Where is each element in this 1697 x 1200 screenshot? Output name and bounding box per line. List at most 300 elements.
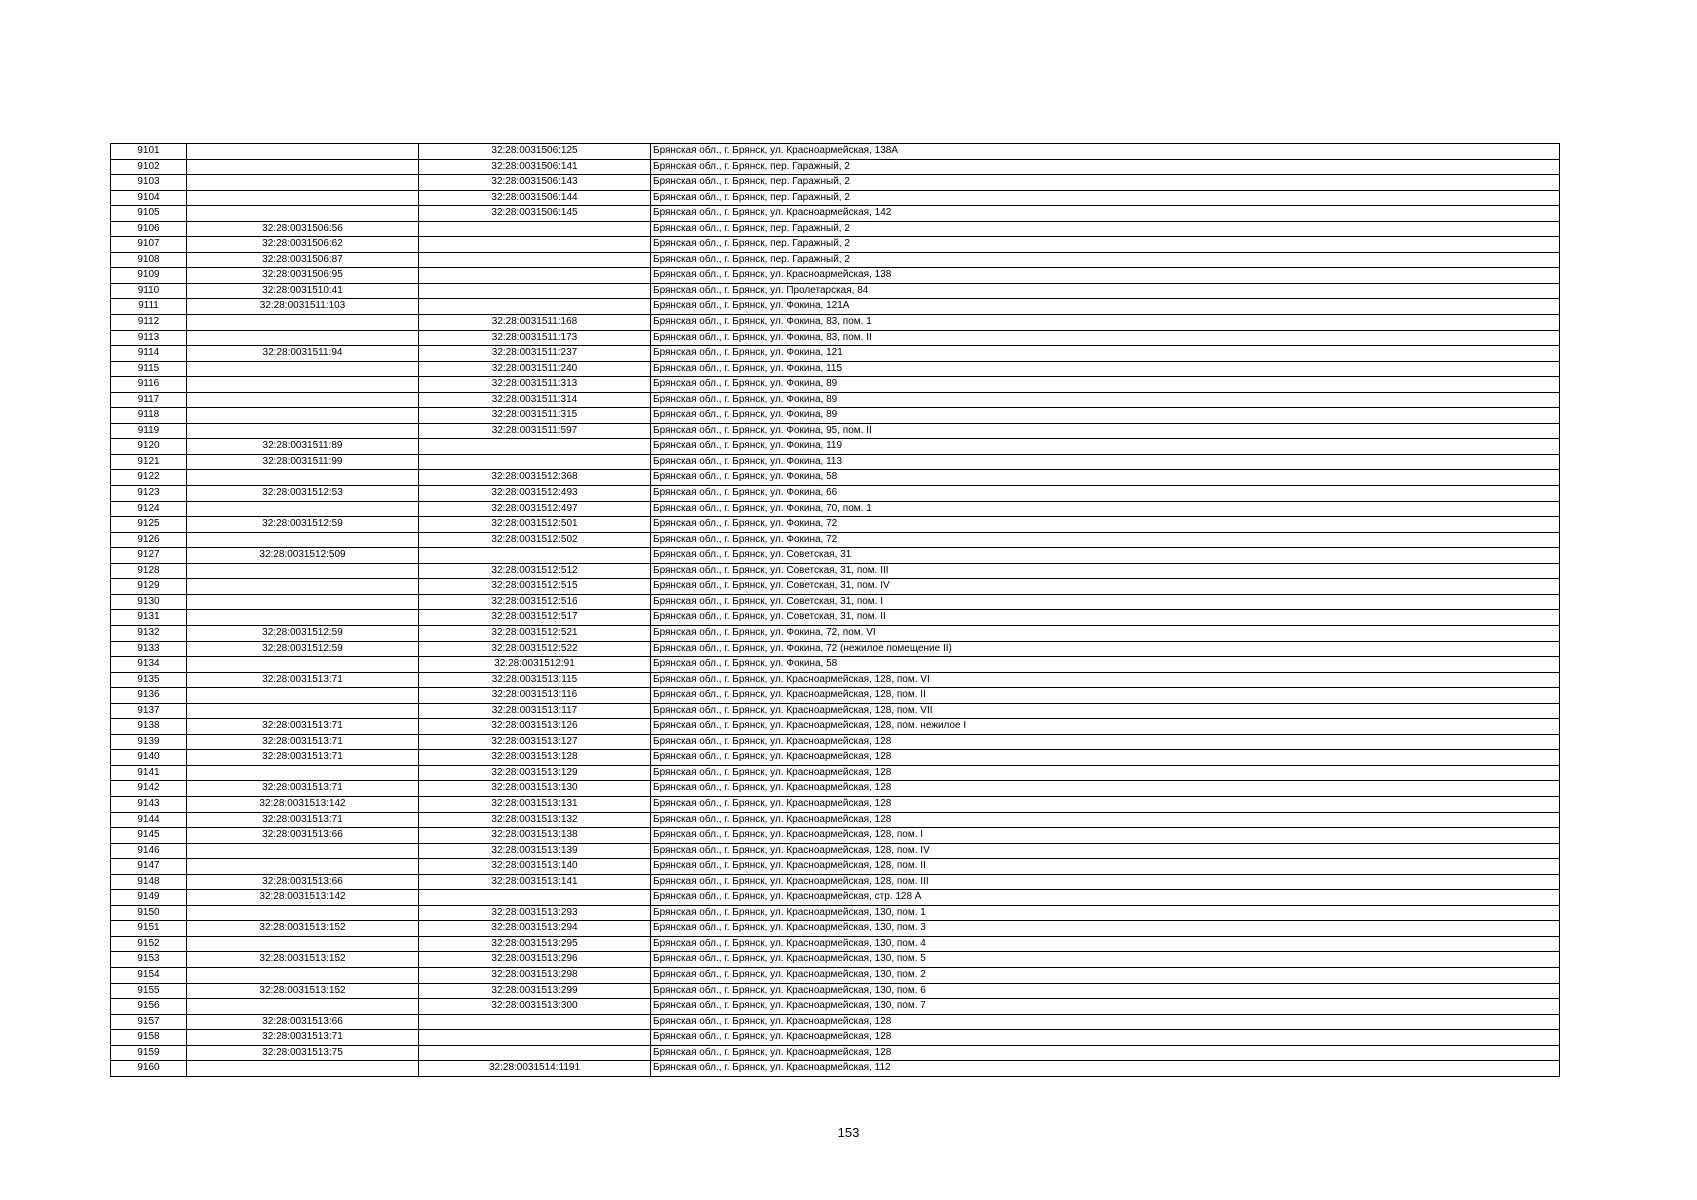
address-cell: Брянская обл., г. Брянск, ул. Фокина, 83, пом. II bbox=[651, 330, 1560, 346]
cadastral-number-cell bbox=[187, 967, 419, 983]
cadastral-number-cell bbox=[187, 703, 419, 719]
cadastral-number-cell bbox=[187, 688, 419, 704]
row-number-cell: 9141 bbox=[111, 765, 187, 781]
row-number-cell: 9150 bbox=[111, 905, 187, 921]
table-row bbox=[111, 299, 1560, 315]
object-cadastral-number-cell: 32:28:0031511:240 bbox=[419, 361, 651, 377]
object-cadastral-number-cell: 32:28:0031511:315 bbox=[419, 408, 651, 424]
object-cadastral-number-cell: 32:28:0031513:129 bbox=[419, 765, 651, 781]
table-row bbox=[111, 377, 1560, 393]
table-row bbox=[111, 159, 1560, 175]
row-number-cell: 9105 bbox=[111, 206, 187, 222]
table-row bbox=[111, 905, 1560, 921]
row-number-cell: 9134 bbox=[111, 657, 187, 673]
cadastral-number-cell bbox=[187, 206, 419, 222]
cadastral-number-cell: 32:28:0031511:99 bbox=[187, 454, 419, 470]
row-number-cell: 9158 bbox=[111, 1030, 187, 1046]
row-number-cell: 9140 bbox=[111, 750, 187, 766]
row-number-cell: 9116 bbox=[111, 377, 187, 393]
address-cell: Брянская обл., г. Брянск, ул. Красноармейская, 128 bbox=[651, 1045, 1560, 1061]
object-cadastral-number-cell: 32:28:0031513:298 bbox=[419, 967, 651, 983]
object-cadastral-number-cell: 32:28:0031513:128 bbox=[419, 750, 651, 766]
object-cadastral-number-cell bbox=[419, 454, 651, 470]
cadastral-number-cell: 32:28:0031513:71 bbox=[187, 719, 419, 735]
cadastral-number-cell bbox=[187, 532, 419, 548]
table-row bbox=[111, 625, 1560, 641]
row-number-cell: 9142 bbox=[111, 781, 187, 797]
address-cell: Брянская обл., г. Брянск, ул. Красноармейская, 128 bbox=[651, 1030, 1560, 1046]
table-row bbox=[111, 470, 1560, 486]
row-number-cell: 9139 bbox=[111, 734, 187, 750]
row-number-cell: 9144 bbox=[111, 812, 187, 828]
table-row bbox=[111, 346, 1560, 362]
row-number-cell: 9115 bbox=[111, 361, 187, 377]
table-row bbox=[111, 237, 1560, 253]
table-row bbox=[111, 859, 1560, 875]
row-number-cell: 9136 bbox=[111, 688, 187, 704]
row-number-cell: 9119 bbox=[111, 423, 187, 439]
cadastral-number-cell: 32:28:0031512:53 bbox=[187, 486, 419, 502]
table-row bbox=[111, 454, 1560, 470]
table-row bbox=[111, 579, 1560, 595]
address-cell: Брянская обл., г. Брянск, ул. Фокина, 72 (нежилое помещение II) bbox=[651, 641, 1560, 657]
cadastral-table bbox=[110, 143, 1560, 1077]
address-cell: Брянская обл., г. Брянск, ул. Фокина, 66 bbox=[651, 486, 1560, 502]
address-cell: Брянская обл., г. Брянск, ул. Красноармейская, 130, пом. 2 bbox=[651, 967, 1560, 983]
object-cadastral-number-cell: 32:28:0031512:522 bbox=[419, 641, 651, 657]
table-row bbox=[111, 999, 1560, 1015]
address-cell: Брянская обл., г. Брянск, ул. Красноармейская, 142 bbox=[651, 206, 1560, 222]
object-cadastral-number-cell: 32:28:0031506:144 bbox=[419, 190, 651, 206]
address-cell: Брянская обл., г. Брянск, ул. Советская, 31, пом. II bbox=[651, 610, 1560, 626]
table-row bbox=[111, 563, 1560, 579]
table-row bbox=[111, 252, 1560, 268]
address-cell: Брянская обл., г. Брянск, ул. Фокина, 70, пом. 1 bbox=[651, 501, 1560, 517]
row-number-cell: 9154 bbox=[111, 967, 187, 983]
table-row bbox=[111, 703, 1560, 719]
cadastral-number-cell bbox=[187, 999, 419, 1015]
address-cell: Брянская обл., г. Брянск, ул. Фокина, 58 bbox=[651, 470, 1560, 486]
address-cell: Брянская обл., г. Брянск, ул. Красноармейская, 128, пом. II bbox=[651, 688, 1560, 704]
object-cadastral-number-cell: 32:28:0031512:515 bbox=[419, 579, 651, 595]
cadastral-number-cell: 32:28:0031510:41 bbox=[187, 283, 419, 299]
table-row bbox=[111, 221, 1560, 237]
object-cadastral-number-cell: 32:28:0031513:117 bbox=[419, 703, 651, 719]
table-row bbox=[111, 206, 1560, 222]
row-number-cell: 9148 bbox=[111, 874, 187, 890]
table-row bbox=[111, 952, 1560, 968]
table-row bbox=[111, 486, 1560, 502]
object-cadastral-number-cell: 32:28:0031506:145 bbox=[419, 206, 651, 222]
address-cell: Брянская обл., г. Брянск, ул. Пролетарская, 84 bbox=[651, 283, 1560, 299]
row-number-cell: 9114 bbox=[111, 346, 187, 362]
address-cell: Брянская обл., г. Брянск, ул. Фокина, 119 bbox=[651, 439, 1560, 455]
address-cell: Брянская обл., г. Брянск, ул. Красноармейская, 128 bbox=[651, 734, 1560, 750]
cadastral-number-cell: 32:28:0031513:66 bbox=[187, 874, 419, 890]
object-cadastral-number-cell: 32:28:0031512:516 bbox=[419, 594, 651, 610]
address-cell: Брянская обл., г. Брянск, ул. Красноармейская, 130, пом. 1 bbox=[651, 905, 1560, 921]
row-number-cell: 9153 bbox=[111, 952, 187, 968]
table-row bbox=[111, 1045, 1560, 1061]
cadastral-number-cell bbox=[187, 579, 419, 595]
cadastral-number-cell: 32:28:0031513:142 bbox=[187, 796, 419, 812]
row-number-cell: 9107 bbox=[111, 237, 187, 253]
object-cadastral-number-cell: 32:28:0031511:168 bbox=[419, 315, 651, 331]
cadastral-number-cell: 32:28:0031506:87 bbox=[187, 252, 419, 268]
cadastral-number-cell bbox=[187, 159, 419, 175]
table-row bbox=[111, 532, 1560, 548]
row-number-cell: 9149 bbox=[111, 890, 187, 906]
cadastral-number-cell: 32:28:0031513:142 bbox=[187, 890, 419, 906]
table-row bbox=[111, 330, 1560, 346]
row-number-cell: 9118 bbox=[111, 408, 187, 424]
row-number-cell: 9102 bbox=[111, 159, 187, 175]
table-row bbox=[111, 719, 1560, 735]
row-number-cell: 9159 bbox=[111, 1045, 187, 1061]
table-row bbox=[111, 796, 1560, 812]
cadastral-number-cell: 32:28:0031513:75 bbox=[187, 1045, 419, 1061]
cadastral-number-cell bbox=[187, 765, 419, 781]
object-cadastral-number-cell: 32:28:0031513:131 bbox=[419, 796, 651, 812]
object-cadastral-number-cell bbox=[419, 890, 651, 906]
address-cell: Брянская обл., г. Брянск, ул. Красноармейская, 128 bbox=[651, 781, 1560, 797]
row-number-cell: 9131 bbox=[111, 610, 187, 626]
row-number-cell: 9132 bbox=[111, 625, 187, 641]
address-cell: Брянская обл., г. Брянск, ул. Фокина, 113 bbox=[651, 454, 1560, 470]
cadastral-number-cell bbox=[187, 361, 419, 377]
row-number-cell: 9152 bbox=[111, 936, 187, 952]
row-number-cell: 9160 bbox=[111, 1061, 187, 1077]
cadastral-number-cell bbox=[187, 423, 419, 439]
row-number-cell: 9147 bbox=[111, 859, 187, 875]
address-cell: Брянская обл., г. Брянск, ул. Фокина, 72 bbox=[651, 517, 1560, 533]
row-number-cell: 9120 bbox=[111, 439, 187, 455]
cadastral-number-cell bbox=[187, 1061, 419, 1077]
address-cell: Брянская обл., г. Брянск, пер. Гаражный, 2 bbox=[651, 190, 1560, 206]
address-cell: Брянская обл., г. Брянск, ул. Красноармейская, 138А bbox=[651, 144, 1560, 160]
address-cell: Брянская обл., г. Брянск, ул. Фокина, 72 bbox=[651, 532, 1560, 548]
cadastral-number-cell: 32:28:0031511:94 bbox=[187, 346, 419, 362]
row-number-cell: 9145 bbox=[111, 828, 187, 844]
row-number-cell: 9126 bbox=[111, 532, 187, 548]
table-row bbox=[111, 921, 1560, 937]
address-cell: Брянская обл., г. Брянск, пер. Гаражный, 2 bbox=[651, 175, 1560, 191]
row-number-cell: 9125 bbox=[111, 517, 187, 533]
object-cadastral-number-cell bbox=[419, 221, 651, 237]
object-cadastral-number-cell: 32:28:0031513:132 bbox=[419, 812, 651, 828]
address-cell: Брянская обл., г. Брянск, ул. Советская, 31, пом. I bbox=[651, 594, 1560, 610]
object-cadastral-number-cell: 32:28:0031511:313 bbox=[419, 377, 651, 393]
address-cell: Брянская обл., г. Брянск, ул. Красноармейская, стр. 128 А bbox=[651, 890, 1560, 906]
row-number-cell: 9133 bbox=[111, 641, 187, 657]
cadastral-number-cell bbox=[187, 563, 419, 579]
cadastral-number-cell: 32:28:0031512:59 bbox=[187, 625, 419, 641]
table-row bbox=[111, 1061, 1560, 1077]
cadastral-number-cell: 32:28:0031511:103 bbox=[187, 299, 419, 315]
cadastral-number-cell bbox=[187, 330, 419, 346]
address-cell: Брянская обл., г. Брянск, пер. Гаражный, 2 bbox=[651, 237, 1560, 253]
address-cell: Брянская обл., г. Брянск, ул. Советская, 31, пом. III bbox=[651, 563, 1560, 579]
row-number-cell: 9135 bbox=[111, 672, 187, 688]
object-cadastral-number-cell: 32:28:0031513:115 bbox=[419, 672, 651, 688]
object-cadastral-number-cell: 32:28:0031513:139 bbox=[419, 843, 651, 859]
cadastral-number-cell: 32:28:0031511:89 bbox=[187, 439, 419, 455]
cadastral-number-cell: 32:28:0031513:66 bbox=[187, 828, 419, 844]
address-cell: Брянская обл., г. Брянск, ул. Фокина, 121А bbox=[651, 299, 1560, 315]
table-row bbox=[111, 734, 1560, 750]
table-row bbox=[111, 408, 1560, 424]
row-number-cell: 9129 bbox=[111, 579, 187, 595]
object-cadastral-number-cell: 32:28:0031512:512 bbox=[419, 563, 651, 579]
address-cell: Брянская обл., г. Брянск, ул. Красноармейская, 130, пом. 6 bbox=[651, 983, 1560, 999]
cadastral-number-cell: 32:28:0031513:66 bbox=[187, 1014, 419, 1030]
object-cadastral-number-cell: 32:28:0031512:501 bbox=[419, 517, 651, 533]
table-row bbox=[111, 1014, 1560, 1030]
address-cell: Брянская обл., г. Брянск, ул. Советская, 31, пом. IV bbox=[651, 579, 1560, 595]
cadastral-number-cell bbox=[187, 175, 419, 191]
table-row bbox=[111, 283, 1560, 299]
object-cadastral-number-cell bbox=[419, 439, 651, 455]
object-cadastral-number-cell: 32:28:0031506:141 bbox=[419, 159, 651, 175]
address-cell: Брянская обл., г. Брянск, ул. Фокина, 89 bbox=[651, 377, 1560, 393]
address-cell: Брянская обл., г. Брянск, ул. Красноармейская, 130, пом. 3 bbox=[651, 921, 1560, 937]
object-cadastral-number-cell: 32:28:0031513:299 bbox=[419, 983, 651, 999]
cadastral-table-body bbox=[111, 144, 1560, 1077]
row-number-cell: 9157 bbox=[111, 1014, 187, 1030]
cadastral-number-cell bbox=[187, 657, 419, 673]
cadastral-number-cell: 32:28:0031506:56 bbox=[187, 221, 419, 237]
table-row bbox=[111, 765, 1560, 781]
row-number-cell: 9137 bbox=[111, 703, 187, 719]
row-number-cell: 9106 bbox=[111, 221, 187, 237]
table-row bbox=[111, 657, 1560, 673]
row-number-cell: 9123 bbox=[111, 486, 187, 502]
address-cell: Брянская обл., г. Брянск, ул. Красноармейская, 130, пом. 7 bbox=[651, 999, 1560, 1015]
row-number-cell: 9103 bbox=[111, 175, 187, 191]
cadastral-number-cell: 32:28:0031513:152 bbox=[187, 921, 419, 937]
object-cadastral-number-cell: 32:28:0031511:237 bbox=[419, 346, 651, 362]
object-cadastral-number-cell: 32:28:0031513:296 bbox=[419, 952, 651, 968]
object-cadastral-number-cell: 32:28:0031511:173 bbox=[419, 330, 651, 346]
row-number-cell: 9156 bbox=[111, 999, 187, 1015]
address-cell: Брянская обл., г. Брянск, ул. Красноармейская, 128 bbox=[651, 750, 1560, 766]
object-cadastral-number-cell bbox=[419, 252, 651, 268]
object-cadastral-number-cell: 32:28:0031512:517 bbox=[419, 610, 651, 626]
row-number-cell: 9146 bbox=[111, 843, 187, 859]
object-cadastral-number-cell: 32:28:0031512:91 bbox=[419, 657, 651, 673]
address-cell: Брянская обл., г. Брянск, ул. Красноармейская, 128, пом. нежилое I bbox=[651, 719, 1560, 735]
cadastral-number-cell: 32:28:0031513:71 bbox=[187, 734, 419, 750]
table-row bbox=[111, 144, 1560, 160]
table-row bbox=[111, 439, 1560, 455]
address-cell: Брянская обл., г. Брянск, ул. Советская, 31 bbox=[651, 548, 1560, 564]
object-cadastral-number-cell: 32:28:0031512:521 bbox=[419, 625, 651, 641]
object-cadastral-number-cell bbox=[419, 1030, 651, 1046]
cadastral-number-cell: 32:28:0031512:59 bbox=[187, 517, 419, 533]
row-number-cell: 9109 bbox=[111, 268, 187, 284]
table-row bbox=[111, 781, 1560, 797]
table-row bbox=[111, 361, 1560, 377]
table-row bbox=[111, 843, 1560, 859]
table-row bbox=[111, 501, 1560, 517]
cadastral-number-cell: 32:28:0031512:59 bbox=[187, 641, 419, 657]
address-cell: Брянская обл., г. Брянск, ул. Фокина, 89 bbox=[651, 408, 1560, 424]
object-cadastral-number-cell: 32:28:0031513:126 bbox=[419, 719, 651, 735]
table-row bbox=[111, 828, 1560, 844]
row-number-cell: 9124 bbox=[111, 501, 187, 517]
object-cadastral-number-cell: 32:28:0031513:295 bbox=[419, 936, 651, 952]
cadastral-number-cell: 32:28:0031513:71 bbox=[187, 672, 419, 688]
address-cell: Брянская обл., г. Брянск, ул. Фокина, 72, пом. VI bbox=[651, 625, 1560, 641]
row-number-cell: 9108 bbox=[111, 252, 187, 268]
page-number: 153 bbox=[837, 1125, 860, 1140]
table-row bbox=[111, 268, 1560, 284]
object-cadastral-number-cell: 32:28:0031512:497 bbox=[419, 501, 651, 517]
table-row bbox=[111, 175, 1560, 191]
address-cell: Брянская обл., г. Брянск, ул. Фокина, 89 bbox=[651, 392, 1560, 408]
address-cell: Брянская обл., г. Брянск, ул. Красноармейская, 128, пом. IV bbox=[651, 843, 1560, 859]
row-number-cell: 9111 bbox=[111, 299, 187, 315]
cadastral-number-cell: 32:28:0031512:509 bbox=[187, 548, 419, 564]
object-cadastral-number-cell: 32:28:0031512:493 bbox=[419, 486, 651, 502]
table-row bbox=[111, 1030, 1560, 1046]
table-row bbox=[111, 672, 1560, 688]
address-cell: Брянская обл., г. Брянск, ул. Красноармейская, 128, пом. VII bbox=[651, 703, 1560, 719]
cadastral-number-cell: 32:28:0031506:95 bbox=[187, 268, 419, 284]
row-number-cell: 9110 bbox=[111, 283, 187, 299]
address-cell: Брянская обл., г. Брянск, пер. Гаражный, 2 bbox=[651, 159, 1560, 175]
row-number-cell: 9101 bbox=[111, 144, 187, 160]
address-cell: Брянская обл., г. Брянск, ул. Красноармейская, 128 bbox=[651, 765, 1560, 781]
cadastral-number-cell bbox=[187, 843, 419, 859]
table-row bbox=[111, 967, 1560, 983]
cadastral-number-cell bbox=[187, 408, 419, 424]
row-number-cell: 9128 bbox=[111, 563, 187, 579]
address-cell: Брянская обл., г. Брянск, ул. Красноармейская, 128 bbox=[651, 1014, 1560, 1030]
address-cell: Брянская обл., г. Брянск, ул. Красноармейская, 128, пом. II bbox=[651, 859, 1560, 875]
address-cell: Брянская обл., г. Брянск, ул. Красноармейская, 112 bbox=[651, 1061, 1560, 1077]
cadastral-number-cell bbox=[187, 610, 419, 626]
object-cadastral-number-cell: 32:28:0031514:1191 bbox=[419, 1061, 651, 1077]
object-cadastral-number-cell: 32:28:0031513:300 bbox=[419, 999, 651, 1015]
table-row bbox=[111, 517, 1560, 533]
address-cell: Брянская обл., г. Брянск, ул. Фокина, 121 bbox=[651, 346, 1560, 362]
row-number-cell: 9127 bbox=[111, 548, 187, 564]
row-number-cell: 9113 bbox=[111, 330, 187, 346]
table-row bbox=[111, 423, 1560, 439]
table-row bbox=[111, 594, 1560, 610]
address-cell: Брянская обл., г. Брянск, ул. Красноармейская, 128, пом. I bbox=[651, 828, 1560, 844]
cadastral-number-cell bbox=[187, 315, 419, 331]
object-cadastral-number-cell bbox=[419, 1045, 651, 1061]
cadastral-number-cell: 32:28:0031513:71 bbox=[187, 781, 419, 797]
table-row bbox=[111, 936, 1560, 952]
cadastral-number-cell bbox=[187, 594, 419, 610]
object-cadastral-number-cell bbox=[419, 299, 651, 315]
cadastral-number-cell bbox=[187, 936, 419, 952]
cadastral-number-cell: 32:28:0031513:152 bbox=[187, 983, 419, 999]
address-cell: Брянская обл., г. Брянск, ул. Красноармейская, 128, пом. III bbox=[651, 874, 1560, 890]
row-number-cell: 9151 bbox=[111, 921, 187, 937]
cadastral-number-cell bbox=[187, 905, 419, 921]
table-row bbox=[111, 610, 1560, 626]
table-row bbox=[111, 812, 1560, 828]
cadastral-number-cell bbox=[187, 470, 419, 486]
object-cadastral-number-cell: 32:28:0031513:127 bbox=[419, 734, 651, 750]
row-number-cell: 9117 bbox=[111, 392, 187, 408]
object-cadastral-number-cell: 32:28:0031511:597 bbox=[419, 423, 651, 439]
cadastral-number-cell: 32:28:0031513:71 bbox=[187, 750, 419, 766]
object-cadastral-number-cell bbox=[419, 237, 651, 253]
address-cell: Брянская обл., г. Брянск, ул. Красноармейская, 138 bbox=[651, 268, 1560, 284]
cadastral-number-cell bbox=[187, 377, 419, 393]
address-cell: Брянская обл., г. Брянск, ул. Фокина, 58 bbox=[651, 657, 1560, 673]
object-cadastral-number-cell: 32:28:0031513:141 bbox=[419, 874, 651, 890]
row-number-cell: 9121 bbox=[111, 454, 187, 470]
object-cadastral-number-cell: 32:28:0031511:314 bbox=[419, 392, 651, 408]
table-row bbox=[111, 688, 1560, 704]
object-cadastral-number-cell bbox=[419, 268, 651, 284]
row-number-cell: 9104 bbox=[111, 190, 187, 206]
table-row bbox=[111, 983, 1560, 999]
address-cell: Брянская обл., г. Брянск, ул. Красноармейская, 128 bbox=[651, 812, 1560, 828]
row-number-cell: 9143 bbox=[111, 796, 187, 812]
object-cadastral-number-cell: 32:28:0031513:138 bbox=[419, 828, 651, 844]
table-row bbox=[111, 750, 1560, 766]
object-cadastral-number-cell: 32:28:0031506:143 bbox=[419, 175, 651, 191]
row-number-cell: 9130 bbox=[111, 594, 187, 610]
cadastral-number-cell: 32:28:0031513:152 bbox=[187, 952, 419, 968]
object-cadastral-number-cell: 32:28:0031506:125 bbox=[419, 144, 651, 160]
object-cadastral-number-cell: 32:28:0031512:502 bbox=[419, 532, 651, 548]
cadastral-number-cell bbox=[187, 859, 419, 875]
object-cadastral-number-cell bbox=[419, 283, 651, 299]
cadastral-number-cell: 32:28:0031513:71 bbox=[187, 812, 419, 828]
table-row bbox=[111, 641, 1560, 657]
table-row bbox=[111, 392, 1560, 408]
object-cadastral-number-cell: 32:28:0031513:293 bbox=[419, 905, 651, 921]
address-cell: Брянская обл., г. Брянск, ул. Фокина, 115 bbox=[651, 361, 1560, 377]
object-cadastral-number-cell: 32:28:0031513:116 bbox=[419, 688, 651, 704]
address-cell: Брянская обл., г. Брянск, ул. Красноармейская, 128, пом. VI bbox=[651, 672, 1560, 688]
cadastral-number-cell bbox=[187, 501, 419, 517]
object-cadastral-number-cell bbox=[419, 1014, 651, 1030]
table-row bbox=[111, 315, 1560, 331]
object-cadastral-number-cell: 32:28:0031513:130 bbox=[419, 781, 651, 797]
address-cell: Брянская обл., г. Брянск, ул. Красноармейская, 130, пом. 4 bbox=[651, 936, 1560, 952]
row-number-cell: 9155 bbox=[111, 983, 187, 999]
table-row bbox=[111, 874, 1560, 890]
object-cadastral-number-cell: 32:28:0031512:368 bbox=[419, 470, 651, 486]
address-cell: Брянская обл., г. Брянск, пер. Гаражный, 2 bbox=[651, 252, 1560, 268]
address-cell: Брянская обл., г. Брянск, пер. Гаражный, 2 bbox=[651, 221, 1560, 237]
row-number-cell: 9138 bbox=[111, 719, 187, 735]
address-cell: Брянская обл., г. Брянск, ул. Красноармейская, 130, пом. 5 bbox=[651, 952, 1560, 968]
row-number-cell: 9112 bbox=[111, 315, 187, 331]
cadastral-number-cell bbox=[187, 144, 419, 160]
table-row bbox=[111, 890, 1560, 906]
object-cadastral-number-cell: 32:28:0031513:140 bbox=[419, 859, 651, 875]
object-cadastral-number-cell: 32:28:0031513:294 bbox=[419, 921, 651, 937]
address-cell: Брянская обл., г. Брянск, ул. Фокина, 83, пом. 1 bbox=[651, 315, 1560, 331]
address-cell: Брянская обл., г. Брянск, ул. Фокина, 95, пом. II bbox=[651, 423, 1560, 439]
address-cell: Брянская обл., г. Брянск, ул. Красноармейская, 128 bbox=[651, 796, 1560, 812]
cadastral-number-cell bbox=[187, 190, 419, 206]
object-cadastral-number-cell bbox=[419, 548, 651, 564]
cadastral-number-cell: 32:28:0031513:71 bbox=[187, 1030, 419, 1046]
cadastral-number-cell bbox=[187, 392, 419, 408]
table-row bbox=[111, 190, 1560, 206]
